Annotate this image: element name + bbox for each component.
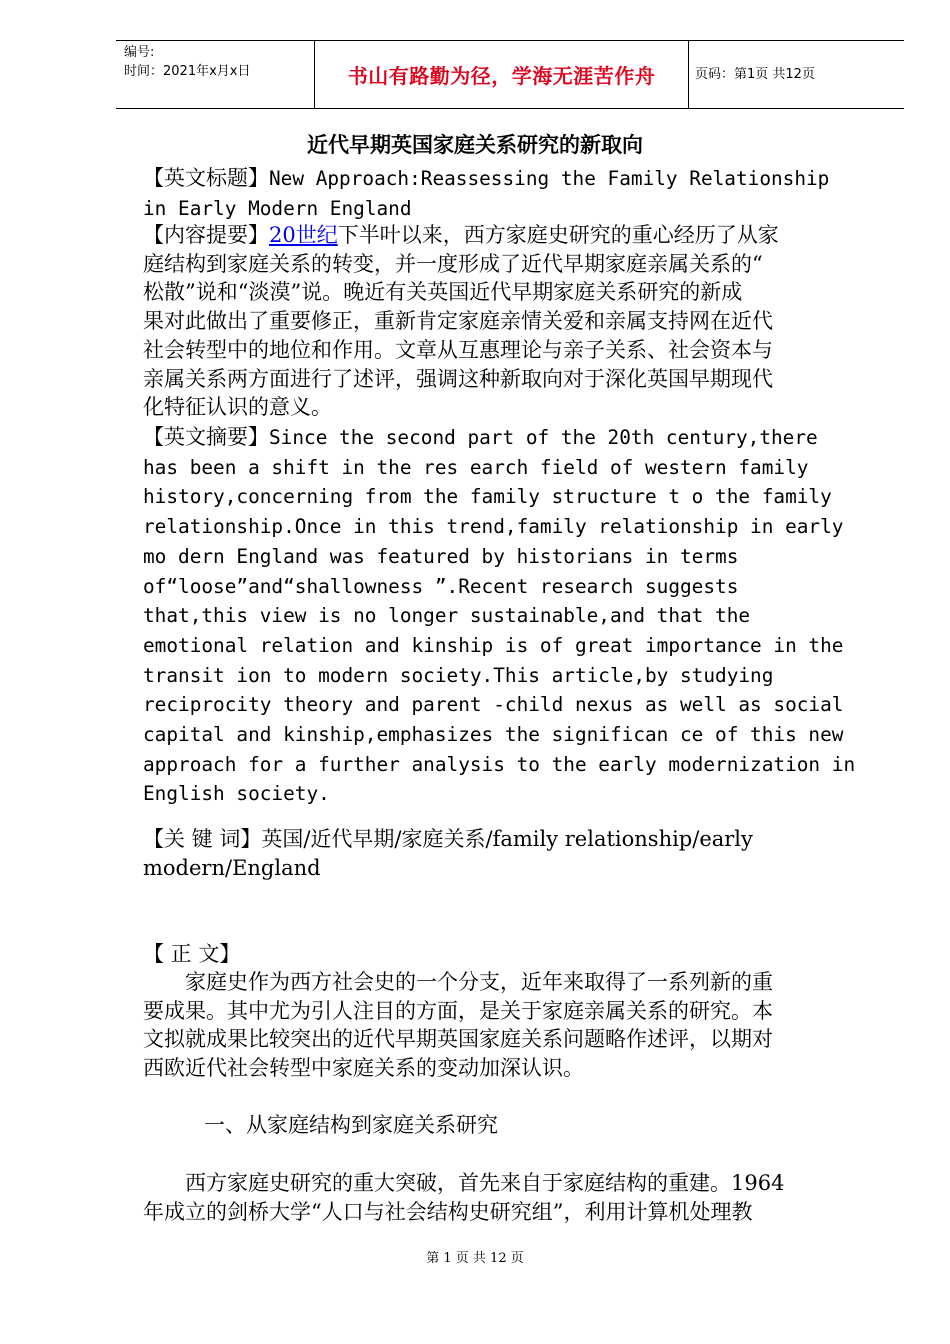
english-title-block (143, 164, 878, 223)
abstract-block (143, 221, 878, 422)
english-abstract-line: mo dern England was featured by historians in terms (143, 544, 739, 568)
english-abstract-line: reciprocity theory and parent -child nexus as well as social (143, 693, 844, 717)
english-abstract-line: English society. (143, 782, 330, 806)
abstract-line: 庭结构到家庭关系的转变，并一度形成了近代早期家庭亲属关系的“ (143, 251, 763, 276)
english-abstract-line: relationship.Once in this trend,family relationship in early (143, 515, 844, 539)
paragraph-line: 文拟就成果比较突出的近代早期英国家庭关系问题略作述评，以期对 (143, 1027, 773, 1052)
page-info: 页码：第1页 共12页 (695, 67, 815, 82)
page-header (116, 40, 904, 109)
keywords-line: 英国/近代早期/家庭关系/family relationship/early (261, 827, 753, 851)
century-link[interactable]: 20世纪 (269, 223, 338, 247)
keywords-label: 【关 键 词】 (143, 827, 262, 851)
abstract-line: 果对此做出了重要修正，重新肯定家庭亲情关爱和亲属支持网在近代 (143, 309, 773, 334)
english-abstract-line: emotional relation and kinship is of great importance in the (143, 633, 844, 657)
english-abstract-block (143, 423, 878, 809)
section-heading: 一、从家庭结构到家庭关系研究 (204, 1113, 498, 1137)
abstract-line: 松散”说和“淡漠”说。晚近有关英国近代早期家庭关系研究的新成 (143, 280, 743, 305)
english-abstract-line: has been a shift in the res earch field of western family (143, 455, 809, 479)
english-abstract-line: approach for a further analysis to the early modernization in (143, 752, 856, 776)
abstract-line: 下半叶以来，西方家庭史研究的重心经历了从家 (337, 223, 779, 247)
english-abstract-line: Since the second part of the 20th century,there (269, 426, 818, 449)
english-abstract-label: 【英文摘要】 (143, 425, 269, 449)
english-title-line: in Early Modern England (143, 196, 412, 220)
abstract-label: 【内容提要】 (143, 223, 269, 247)
abstract-line: 化特征认识的意义。 (143, 395, 332, 420)
english-abstract-line: history,concerning from the family structure t o the family (143, 485, 832, 509)
document-title: 近代早期英国家庭关系研究的新取向 (307, 133, 643, 157)
number-label: 编号: (124, 45, 155, 60)
paragraph-line: 年成立的剑桥大学“人口与社会结构史研究组”，利用计算机处理教 (143, 1199, 753, 1224)
english-title-label: 【英文标题】 (143, 166, 269, 190)
english-abstract-line: transit ion to modern society.This article,by studying (143, 663, 774, 687)
header-page-cell (689, 41, 904, 108)
body-label: 【 正 文】 (143, 942, 241, 966)
body-paragraph (143, 968, 878, 1083)
paragraph-line: 西方家庭史研究的重大突破，首先来自于家庭结构的重建。1964 (185, 1171, 785, 1195)
english-abstract-line: capital and kinship,emphasizes the significan ce of this new (143, 723, 844, 747)
english-abstract-line: that,this view is no longer sustainable,and that the (143, 604, 751, 628)
keywords-line: modern/England (143, 855, 321, 880)
paragraph-line: 西欧近代社会转型中家庭关系的变动加深认识。 (143, 1056, 584, 1081)
slogan: 书山有路勤为径，学海无涯苦作舟 (347, 64, 656, 88)
time-label: 时间：2021年x月x日 (124, 64, 251, 79)
abstract-line: 社会转型中的地位和作用。文章从互惠理论与亲子关系、社会资本与 (143, 337, 773, 362)
page-footer: 第 1 页 共 12 页 (426, 1251, 524, 1266)
abstract-line: 亲属关系两方面进行了述评，强调这种新取向对于深化英国早期现代 (143, 366, 773, 391)
english-abstract-line: of“loose”and“shallowness ”.Recent research suggests (143, 574, 739, 598)
paragraph-line: 要成果。其中尤为引人注目的方面，是关于家庭亲属关系的研究。本 (143, 998, 773, 1023)
keywords-block (143, 825, 878, 882)
body-paragraph (143, 1169, 878, 1226)
header-meta-cell (116, 41, 315, 108)
paragraph-line: 家庭史作为西方社会史的一个分支，近年来取得了一系列新的重 (185, 970, 773, 994)
english-title-line: New Approach:Reassessing the Family Relationship (269, 167, 830, 190)
header-slogan-cell (315, 41, 689, 108)
